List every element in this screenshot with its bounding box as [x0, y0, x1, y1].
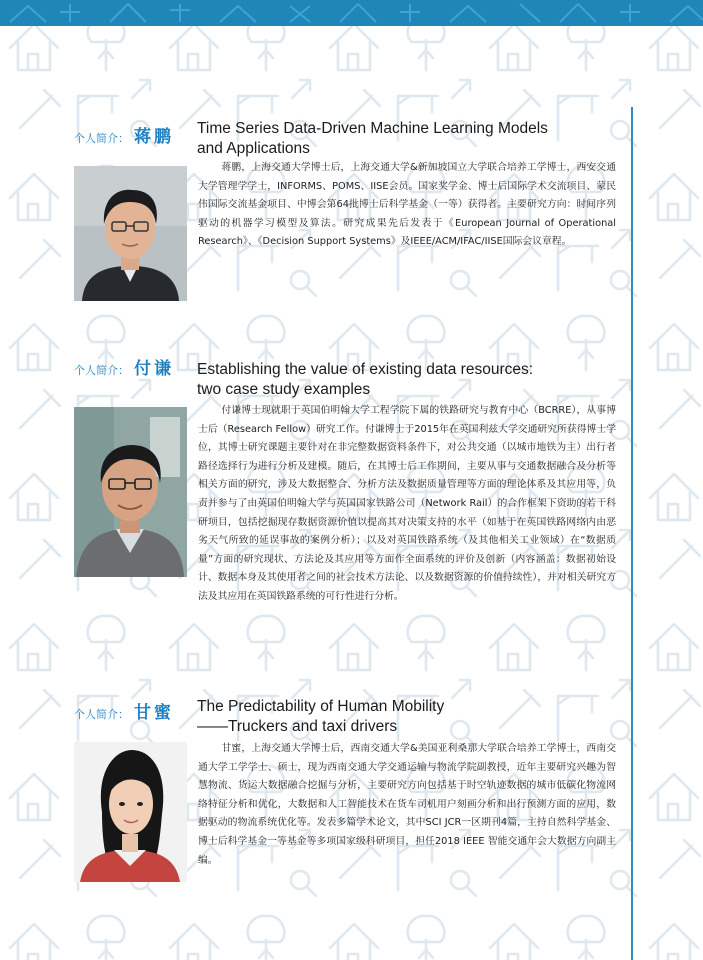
speaker-bio: 甘蜜，上海交通大学博士后，西南交通大学&美国亚利桑那大学联合培养工学博士，西南交通大学工学学士、硕士，现为西南交通大学交通运输与物流学院副教授，近年主要研究兴趣为智慧物流、货运大数据融合挖掘与分析，主要研究方向包括基于时空轨迹数据的城市低碳化物流网络特征分析和优化，大数据和人工智能技术在货车司机用户刻画分析和出行预测方面的应用，数据驱动的物流系统优化等。发表多篇学术论文，其中SCI JCR一区期刊4篇，主持自然科学基金、博士后科学基金一等基金等多项国家级科研项目，担任2018 IEEE 智能交通年会大数据方向副主编。 [198, 743, 616, 866]
talk-title-line-2: ——Truckers and taxi drivers [197, 718, 398, 735]
speaker-bio: 付谦博士现就职于英国伯明翰大学工程学院下属的铁路研究与教育中心（BCRRE），从事博士后（Research Fellow）研究工作。付谦博士于2015年在英国利兹大学交通研究所获得博士学位，其博士研究课题主要针对在非完整数据资料条件下，对公共交通（以城市地铁为主）出行者路径选择行为进行分析及建模。随后，在其博士后工作期间，主要从事与交通数据融合及分析等相关方面的研究，涉及大数据整合、分析方法及数据质量管理等方面的理论体系及其应用等，负责并参与了由英国伯明翰大学与英国国家铁路公司（Network Rail）的合作框架下资助的若干科研项目，包括挖掘现存数据资源价值以提高其对决策支持的水平（如基于在英国铁路网络内由恶劣天气所致的延误事故的案例分析）；以及对英国铁路系统（及其他相关工业领域）在“数据质量”方面的研究现状、方法论及其应用等方面作全面系统的评价及创新（内容涵盖：数据初始设计、数据本身及其使用者之间的社会技术方法论、以及数据资源的价值持续性），并对相关研究方法及其应用在英国铁路系统的可行性进行分析。 [198, 405, 616, 602]
profile-label: 个人简介： [74, 708, 129, 721]
speaker-photo [74, 742, 187, 882]
talk-title [197, 697, 617, 737]
profile-name: 蒋鹏 [134, 127, 174, 147]
speaker-portrait-image [74, 166, 187, 301]
speaker-photo [74, 407, 187, 577]
talk-title [197, 119, 617, 159]
vertical-divider-line [631, 107, 633, 960]
speaker-photo [74, 166, 187, 301]
profile-label: 个人简介： [74, 364, 129, 377]
talk-title-line-2: two case study examples [197, 381, 371, 398]
profile-label: 个人简介： [74, 132, 129, 145]
speaker-portrait-image [74, 407, 187, 577]
talk-title-line-2: and Applications [197, 140, 310, 157]
banner-pattern [0, 0, 703, 26]
top-banner [0, 0, 703, 26]
speaker-bio: 蒋鹏，上海交通大学博士后，上海交通大学&新加坡国立大学联合培养工学博士，西安交通大学管理学学士，INFORMS、POMS、IISE会员。国家奖学金、博士后国际学术交流项目、蒙民伟国际交流基金项目、中博会第64批博士后科学基金（一等）获得者。主要研究方向：时间序列驱动的机器学习模型及算法。研究成果先后发表于《European Journal of Operational Research》、《Decision Support Systems》及IEEE/ACM/IFAC/IISE国际会议章程。 [198, 162, 616, 248]
profile-name: 甘蜜 [134, 703, 174, 723]
talk-title-line-1: Establishing the value of existing data resources: [197, 361, 534, 378]
speaker-portrait-image [74, 742, 187, 882]
talk-title [197, 360, 617, 400]
profile-name: 付谦 [134, 359, 174, 379]
talk-title-line-1: Time Series Data-Driven Machine Learning Models [197, 120, 548, 137]
talk-title-line-1: The Predictability of Human Mobility [197, 698, 445, 715]
